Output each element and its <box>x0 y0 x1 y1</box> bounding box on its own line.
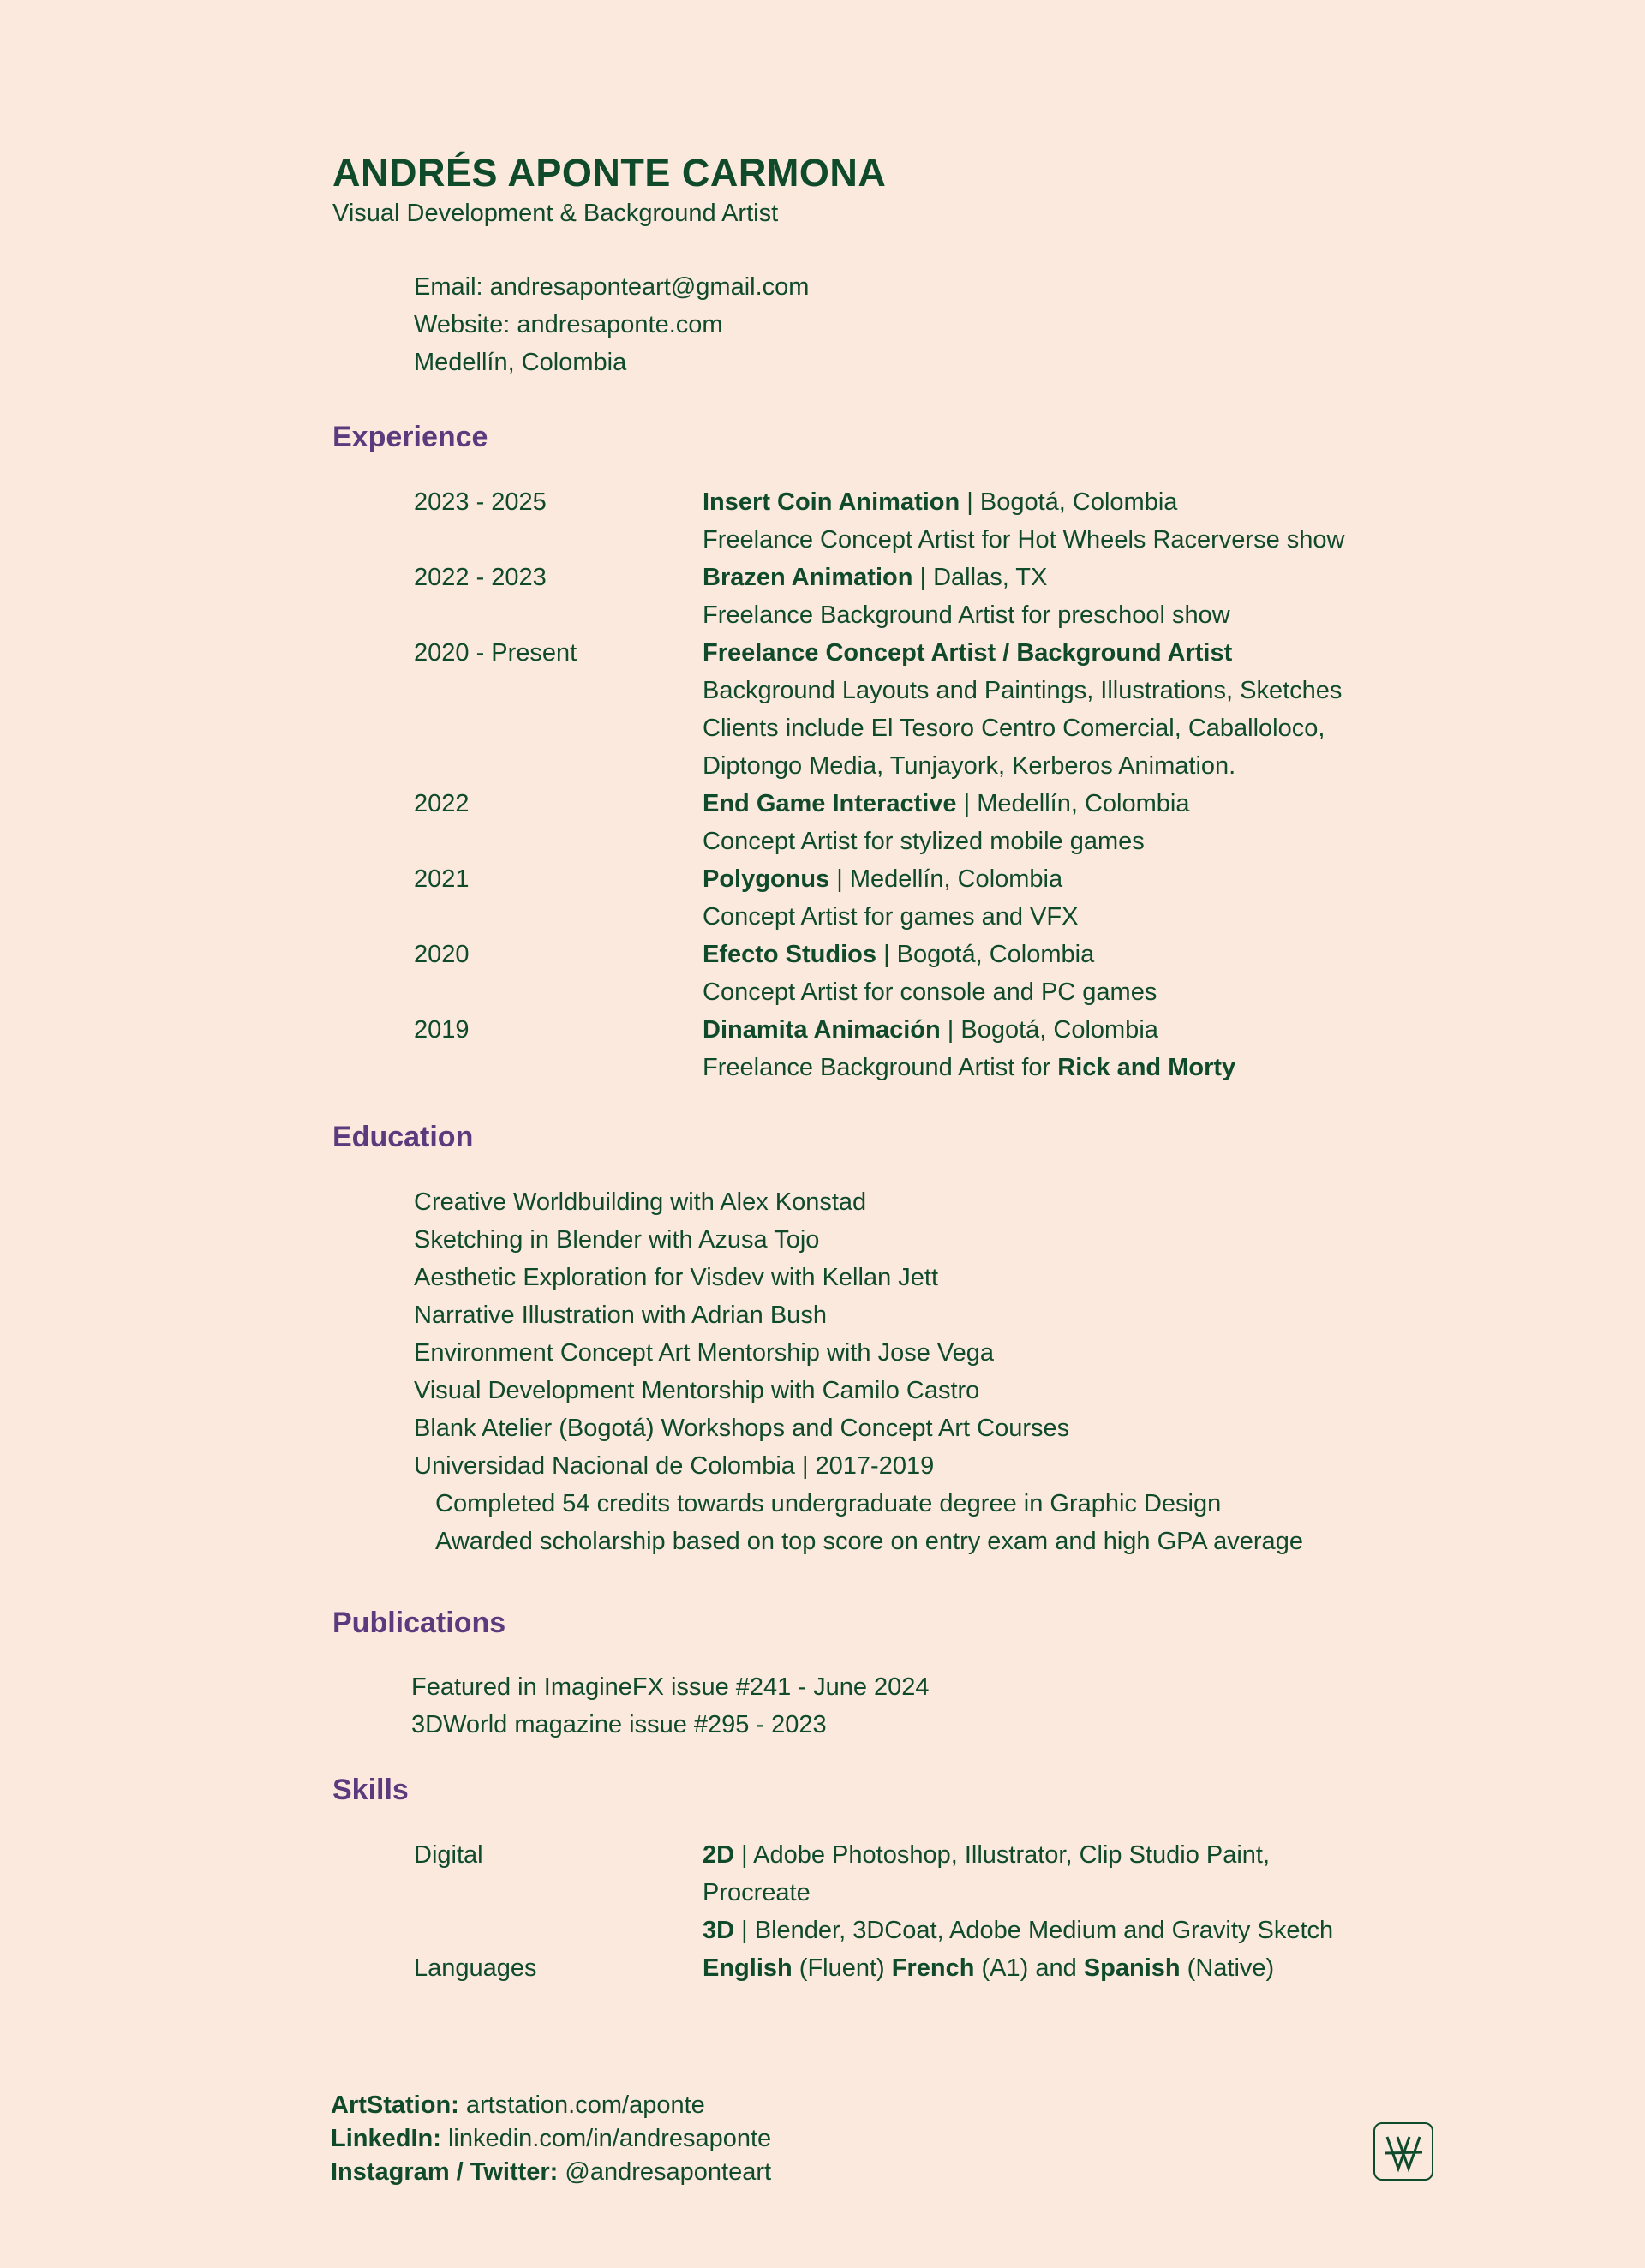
experience-date: 2022 <box>414 790 470 817</box>
contact-location: Medellín, Colombia <box>414 349 627 376</box>
education-item: Narrative Illustration with Adrian Bush <box>414 1302 827 1329</box>
skill-3d-label: 3D <box>703 1917 735 1944</box>
company-location: Bogotá, Colombia <box>979 488 1178 516</box>
experience-description <box>703 1049 1235 1086</box>
skill-3d-tools: | Blender, 3DCoat, Adobe Medium and Gravity Sketch <box>734 1917 1334 1944</box>
experience-date: 2021 <box>414 865 470 893</box>
job-title: Visual Development & Background Artist <box>332 200 779 227</box>
skill-2d-tools-cont: Procreate <box>703 1879 811 1906</box>
company-location: Medellín, Colombia <box>849 865 1063 893</box>
experience-description: Background Layouts and Paintings, Illustrations, Sketches <box>703 677 1343 704</box>
skill-2d-tools: | Adobe Photoshop, Illustrator, Clip Studio Paint, <box>734 1841 1271 1869</box>
company-location: Dallas, TX <box>933 564 1048 591</box>
skill-3d <box>703 1912 1333 1949</box>
company-name: Brazen Animation <box>703 564 913 591</box>
experience-description: Freelance Background Artist for preschool show <box>703 601 1230 629</box>
description-text: Freelance Background Artist for <box>703 1054 1058 1081</box>
skill-label-digital: Digital <box>414 1841 483 1869</box>
skill-languages <box>703 1949 1274 1987</box>
skill-label-languages: Languages <box>414 1954 537 1982</box>
footer-link-artstation[interactable] <box>331 2089 705 2122</box>
experience-date: 2020 <box>414 941 470 968</box>
link-value[interactable]: @andresaponteart <box>558 2158 772 2186</box>
education-item: Aesthetic Exploration for Visdev with Kellan Jett <box>414 1264 939 1291</box>
company-name: End Game Interactive <box>703 790 957 817</box>
education-item: Blank Atelier (Bogotá) Workshops and Concept Art Courses <box>414 1415 1070 1442</box>
separator: | <box>876 941 897 968</box>
company-location: Bogotá, Colombia <box>960 1016 1158 1044</box>
company-name: Polygonus <box>703 865 830 893</box>
experience-description: Concept Artist for stylized mobile games <box>703 828 1145 855</box>
company-location: Medellín, Colombia <box>977 790 1190 817</box>
link-label: LinkedIn: <box>331 2125 441 2152</box>
experience-company-line <box>703 559 1047 596</box>
contact-website[interactable]: Website: andresaponte.com <box>414 311 723 338</box>
section-heading-skills: Skills <box>332 1774 409 1806</box>
separator: | <box>956 790 978 817</box>
experience-date: 2020 - Present <box>414 639 577 667</box>
education-item: Creative Worldbuilding with Alex Konstad <box>414 1188 867 1216</box>
separator: | <box>829 865 850 893</box>
company-location: Bogotá, Colombia <box>896 941 1095 968</box>
language-spanish: Spanish <box>1083 1954 1181 1982</box>
link-value[interactable]: artstation.com/aponte <box>458 2091 705 2119</box>
education-sub-item: Awarded scholarship based on top score on entry exam and high GPA average <box>435 1528 1303 1555</box>
experience-company-line <box>703 483 1177 521</box>
experience-company-line <box>703 634 1232 672</box>
experience-description: Concept Artist for console and PC games <box>703 978 1157 1006</box>
experience-description: Concept Artist for games and VFX <box>703 903 1079 931</box>
experience-description: Diptongo Media, Tunjayork, Kerberos Animation. <box>703 752 1236 780</box>
experience-company-line <box>703 785 1189 823</box>
separator: | <box>940 1016 961 1044</box>
education-sub-item: Completed 54 credits towards undergraduate degree in Graphic Design <box>435 1490 1222 1517</box>
experience-date: 2019 <box>414 1016 470 1044</box>
company-name: Freelance Concept Artist / Background Artist <box>703 639 1233 667</box>
link-value[interactable]: linkedin.com/in/andresaponte <box>440 2125 772 2152</box>
separator: | <box>960 488 980 516</box>
person-name: ANDRÉS APONTE CARMONA <box>332 151 887 194</box>
education-item: Sketching in Blender with Azusa Tojo <box>414 1226 820 1254</box>
company-name: Insert Coin Animation <box>703 488 960 516</box>
link-label: Instagram / Twitter: <box>331 2158 559 2186</box>
footer-link-social[interactable] <box>331 2156 771 2189</box>
language-level: (Native) <box>1180 1954 1275 1982</box>
experience-company-line <box>703 936 1094 973</box>
footer-link-linkedin[interactable] <box>331 2122 771 2156</box>
separator: | <box>912 564 934 591</box>
show-title: Rick and Morty <box>1057 1054 1236 1081</box>
section-heading-experience: Experience <box>332 421 488 453</box>
experience-description: Clients include El Tesoro Centro Comercial, Caballoloco, <box>703 715 1325 742</box>
link-label: ArtStation: <box>331 2091 459 2119</box>
company-name: Dinamita Animación <box>703 1016 941 1044</box>
company-name: Efecto Studios <box>703 941 877 968</box>
section-heading-education: Education <box>332 1121 474 1153</box>
section-heading-publications: Publications <box>332 1607 506 1639</box>
experience-description: Freelance Concept Artist for Hot Wheels Racerverse show <box>703 526 1345 554</box>
experience-date: 2023 - 2025 <box>414 488 547 516</box>
education-item: Environment Concept Art Mentorship with Jose Vega <box>414 1339 995 1367</box>
language-english: English <box>703 1954 793 1982</box>
publication-item: Featured in ImagineFX issue #241 - June 2024 <box>411 1673 930 1701</box>
education-item: Universidad Nacional de Colombia | 2017-2019 <box>414 1452 935 1480</box>
experience-company-line <box>703 860 1062 898</box>
education-item: Visual Development Mentorship with Camilo Castro <box>414 1377 980 1404</box>
experience-company-line <box>703 1011 1158 1049</box>
language-level: (A1) and <box>974 1954 1084 1982</box>
skill-2d-label: 2D <box>703 1841 735 1869</box>
monogram-logo-icon <box>1373 2121 1434 2181</box>
experience-date: 2022 - 2023 <box>414 564 547 591</box>
skill-2d <box>703 1836 1270 1874</box>
contact-email[interactable]: Email: andresaponteart@gmail.com <box>414 273 810 301</box>
language-french: French <box>891 1954 975 1982</box>
language-level: (Fluent) <box>792 1954 892 1982</box>
publication-item: 3DWorld magazine issue #295 - 2023 <box>411 1711 827 1738</box>
